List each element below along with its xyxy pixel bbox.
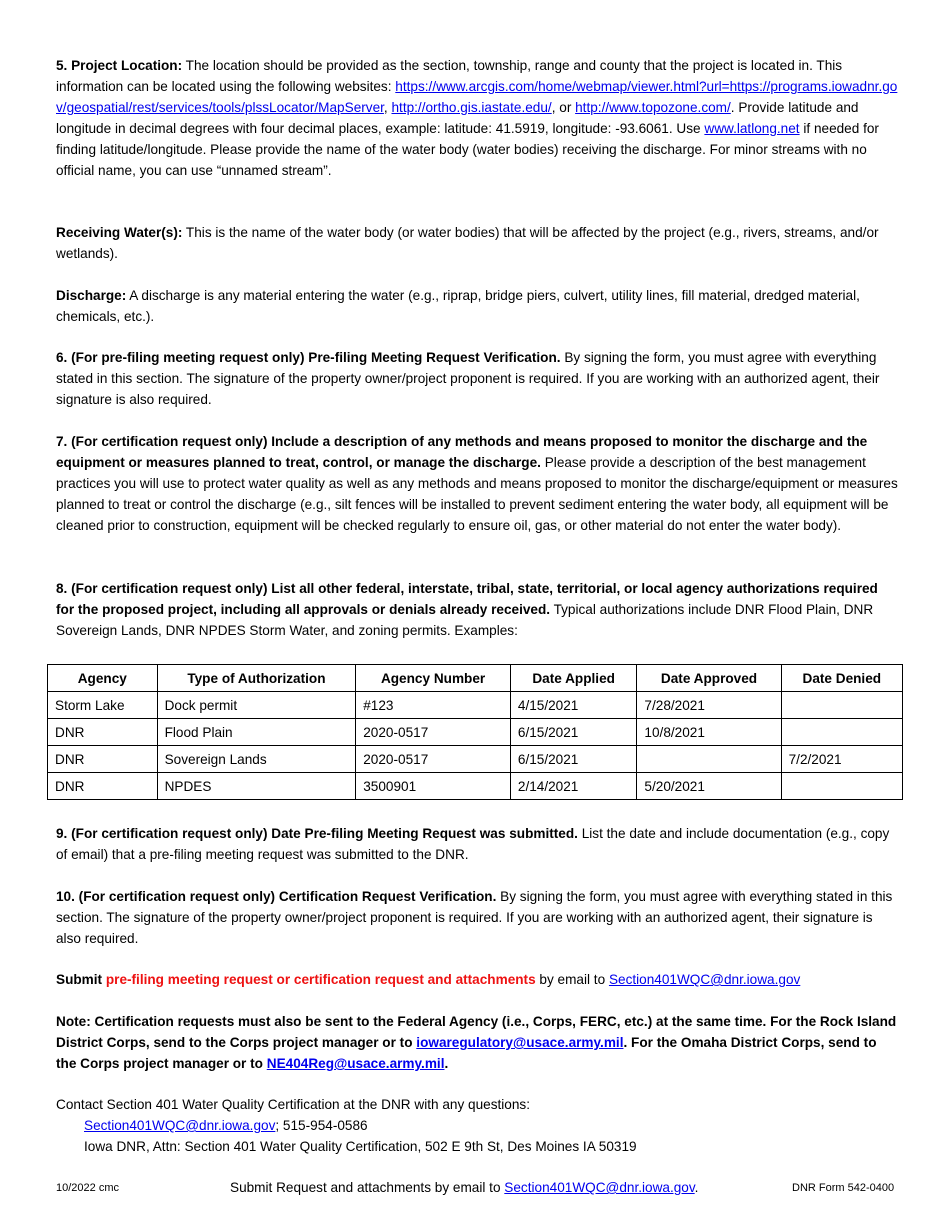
text: The location should be provided as the section, township, range and county that the project is located in. This information can be located using the following websites: — [56, 58, 843, 94]
text: Typical authorizations include DNR Flood Plain, DNR Sovereign Lands, DNR NPDES Storm Water, and zoning permits. Examples: — [56, 602, 874, 638]
table-cell — [637, 746, 781, 773]
table-cell: 2/14/2021 — [510, 773, 637, 800]
footer-date: 10/2022 cmc — [56, 1182, 119, 1194]
footer-email-link[interactable]: Section401WQC@dnr.iowa.gov — [504, 1180, 695, 1195]
text: By signing the form, you must agree with everything stated in this section. The signature of the property owner/project proponent is required. If you are working with an authorized agent, their signature is also required. — [56, 889, 893, 946]
heading: 7. (For certification request only) Include a description of any methods and means proposed to monitor the discharge and the equipment or measures planned to treat, control, or manage the discharge. — [56, 434, 868, 470]
text: if needed for finding latitude/longitude. Please provide the name of the water body (water bodies) receiving the discharge. For minor streams with no official name, you can use “unnamed stream”. — [56, 121, 879, 178]
note — [56, 1011, 898, 1074]
topozone-link[interactable]: http://www.topozone.com/ — [575, 100, 731, 115]
table-cell: 7/2/2021 — [781, 746, 902, 773]
heading: 5. Project Location: — [56, 58, 183, 73]
text: . — [694, 1180, 699, 1195]
heading: 8. (For certification request only) List all other federal, interstate, tribal, state, territorial, or local agency authorizations required for the proposed project, including all approvals or denials already received. — [56, 581, 878, 617]
table-cell: 6/15/2021 — [510, 719, 637, 746]
heading: Receiving Water(s): — [56, 225, 183, 240]
table-cell — [781, 773, 902, 800]
table-cell: 4/15/2021 — [510, 692, 637, 719]
latlong-link[interactable]: www.latlong.net — [704, 121, 800, 136]
table-cell: DNR — [48, 719, 158, 746]
text: . Provide latitude and longitude in decimal degrees with four decimal places, example: latitude: 41.5919, longitude: -93.6061. Use — [56, 100, 859, 136]
section-6 — [56, 347, 898, 410]
table-header-row — [48, 665, 903, 692]
contact-intro: Contact Section 401 Water Quality Certification at the DNR with any questions: — [56, 1097, 530, 1112]
table-cell: 6/15/2021 — [510, 746, 637, 773]
column-header: Date Applied — [510, 665, 637, 692]
heading: 9. (For certification request only) Date Pre-filing Meeting Request was submitted. — [56, 826, 578, 841]
text: Note: Certification requests must also be sent to the Federal Agency (i.e., Corps, FERC, etc.) at the same time. For the Rock Island District Corps, send to the Corps project manager or to — [56, 1014, 897, 1050]
contact-email-link[interactable]: Section401WQC@dnr.iowa.gov — [84, 1118, 276, 1133]
table-cell: 7/28/2021 — [637, 692, 781, 719]
contact — [56, 1094, 898, 1157]
table-cell: Storm Lake — [48, 692, 158, 719]
table-cell: Flood Plain — [157, 719, 356, 746]
table-cell: 2020-0517 — [356, 719, 511, 746]
text: , — [383, 100, 392, 115]
table-row — [48, 773, 903, 800]
text: . For the Omaha District Corps, send to the Corps project manager or to — [56, 1035, 877, 1071]
section-8 — [56, 578, 898, 641]
column-header: Date Approved — [637, 665, 781, 692]
form-number: DNR Form 542-0400 — [792, 1182, 895, 1194]
text: by email to — [535, 972, 609, 987]
highlighted-text: pre-filing meeting request or certification request and attachments — [105, 972, 536, 987]
heading: 6. (For pre-filing meeting request only) Pre-filing Meeting Request Verification. — [56, 350, 561, 365]
table-cell: 3500901 — [356, 773, 511, 800]
text: By signing the form, you must agree with everything stated in this section. The signature of the property owner/project proponent is required. If you are working with an authorized agent, their signature is also required. — [56, 350, 880, 407]
section-7 — [56, 431, 898, 536]
text: A discharge is any material entering the water (e.g., riprap, bridge piers, culvert, utility lines, fill material, dredged material, chemicals, etc.). — [56, 288, 860, 324]
section-10 — [56, 886, 898, 949]
ortho-link[interactable]: http://ortho.gis.iastate.edu/ — [391, 100, 552, 115]
receiving-water — [56, 222, 898, 264]
section-9 — [56, 823, 898, 865]
authorizations-table — [47, 664, 903, 800]
table-cell: NPDES — [157, 773, 356, 800]
text: List the date and include documentation (e.g., copy of email) that a pre-filing meeting request was submitted to the DNR. — [56, 826, 890, 862]
text: This is the name of the water body (or water bodies) that will be affected by the project (e.g., rivers, streams, and/or wetlands). — [56, 225, 879, 261]
section-5-project-location — [56, 55, 898, 181]
table-cell: Sovereign Lands — [157, 746, 356, 773]
table-cell: DNR — [48, 746, 158, 773]
table-row — [48, 692, 903, 719]
text: . — [444, 1056, 449, 1071]
discharge — [56, 285, 898, 327]
text: Submit Request and attachments by email to — [230, 1180, 505, 1195]
ne404reg-email-link[interactable]: NE404Reg@usace.army.mil — [266, 1056, 445, 1071]
address: Iowa DNR, Attn: Section 401 Water Quality Certification, 502 E 9th St, Des Moines IA 50319 — [84, 1139, 637, 1154]
table-row — [48, 746, 903, 773]
arcgis-link[interactable]: https://www.arcgis.com/home/webmap/viewer.html?url=https://programs.iowadnr.gov/geospatial/rest/services/tools/plssLocator/MapServer — [56, 79, 898, 115]
table-row — [48, 719, 903, 746]
table-cell: 5/20/2021 — [637, 773, 781, 800]
table-cell — [781, 719, 902, 746]
footer-center — [230, 1180, 698, 1195]
column-header: Type of Authorization — [157, 665, 356, 692]
column-header: Date Denied — [781, 665, 902, 692]
iowaregulatory-email-link[interactable]: iowaregulatory@usace.army.mil — [416, 1035, 624, 1050]
table-cell: DNR — [48, 773, 158, 800]
table-cell: 2020-0517 — [356, 746, 511, 773]
phone: ; 515-954-0586 — [275, 1118, 368, 1133]
table-cell — [781, 692, 902, 719]
table-cell: 10/8/2021 — [637, 719, 781, 746]
email-link[interactable]: Section401WQC@dnr.iowa.gov — [608, 972, 801, 987]
text: Please provide a description of the best management practices you will use to protect water quality as well as any methods and means proposed to monitor the discharge/equipment or measures planned to treat or control the discharge (e.g., silt fences will be installed to prevent sediment entering the water body, all equipment will be cleaned prior to construction, equipment will be checked regularly to ensure oil, gas, or other material do not enter the water body). — [56, 455, 898, 533]
heading: Discharge: — [56, 288, 127, 303]
submit-instructions — [56, 969, 898, 990]
text: Submit — [56, 972, 106, 987]
text: , or — [551, 100, 576, 115]
table-cell: Dock permit — [157, 692, 356, 719]
heading: 10. (For certification request only) Certification Request Verification. — [56, 889, 497, 904]
column-header: Agency Number — [356, 665, 511, 692]
table-cell: #123 — [356, 692, 511, 719]
column-header: Agency — [48, 665, 158, 692]
